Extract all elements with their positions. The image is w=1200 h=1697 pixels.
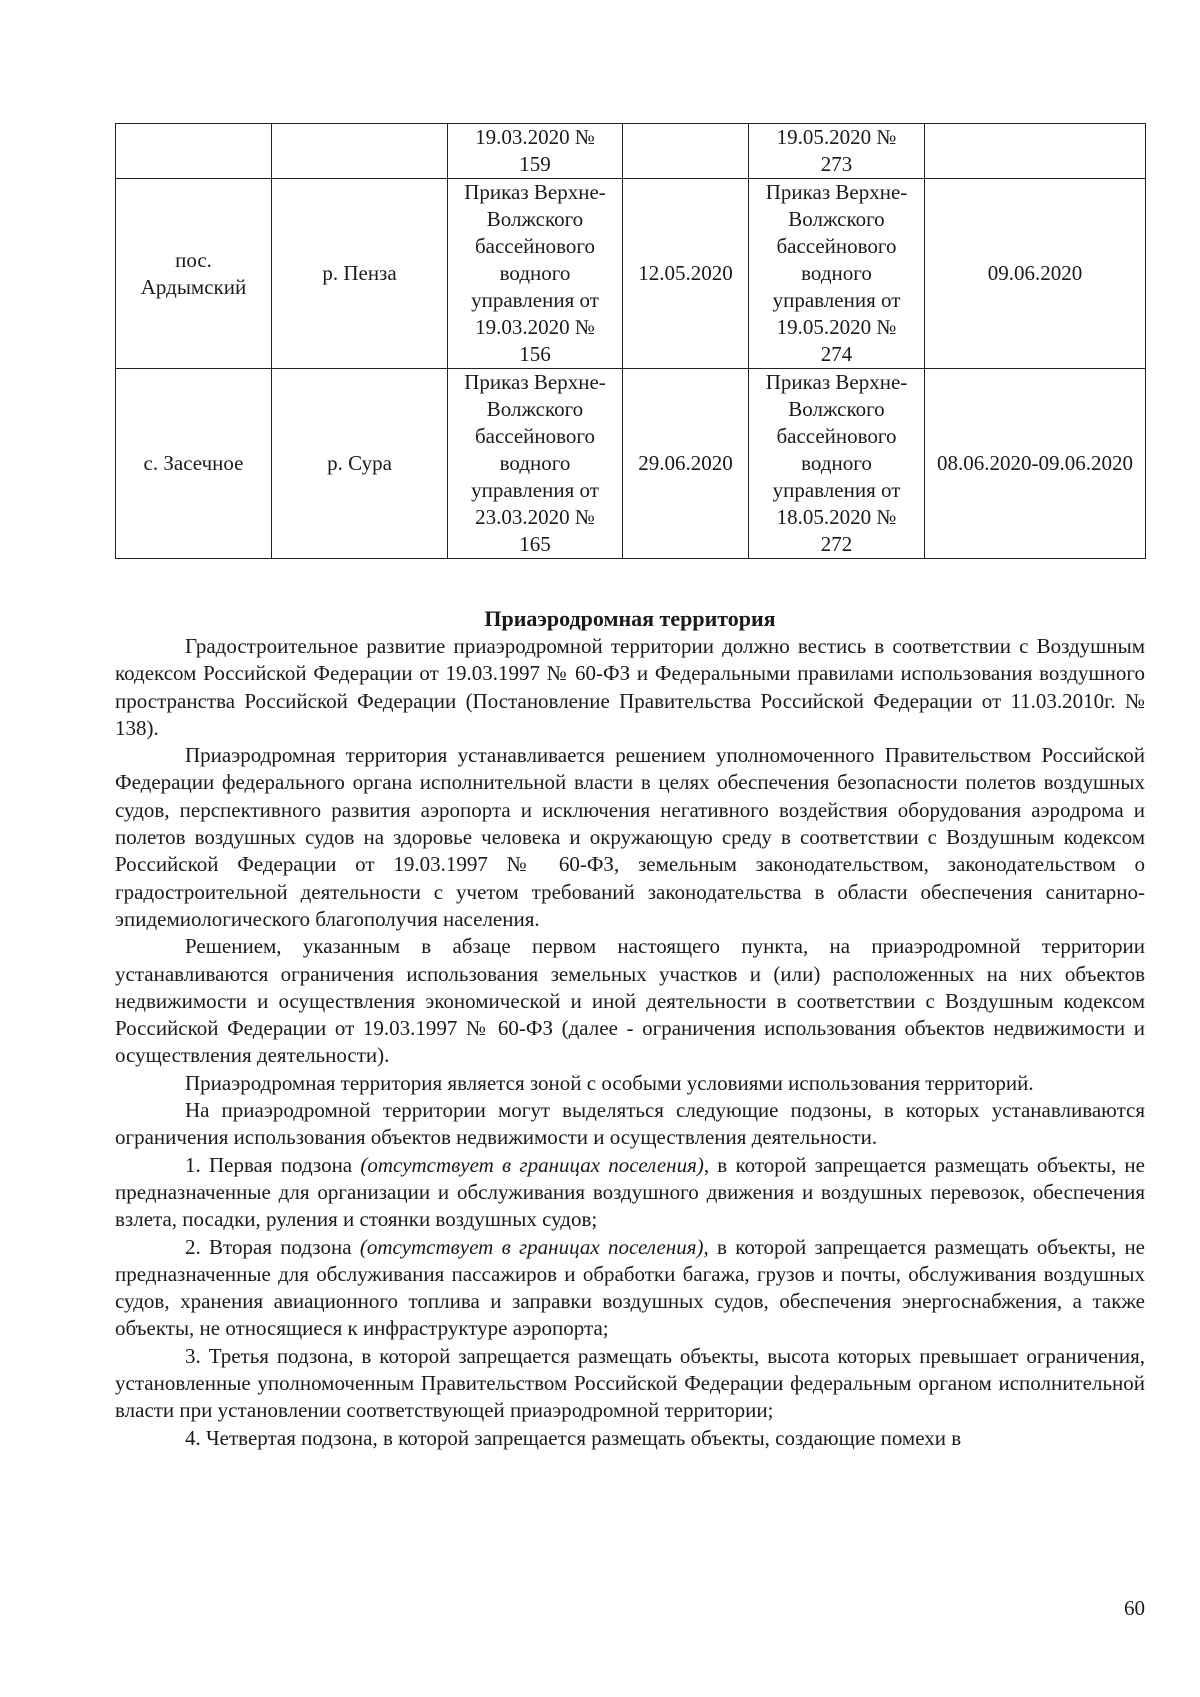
settlement-cell: пос. Ардымский [116, 179, 272, 369]
paragraph: Приаэродромная территория устанавливается решением уполномоченного Правительством Российской Федерации федерального органа исполнительной власти в целях обеспечения безопасности полетов воздушных судов, перспективного развития аэропорта и исключения негативного воздействия оборудования аэродрома и полетов воздушных судов на здоровье человека и окружающую среду в соответствии с Воздушным кодексом Российской Федерации от 19.03.1997 № 60-ФЗ, земельным законодательством, законодательством о градостроительной деятельности с учетом требований законодательства в области обеспечения санитарно-эпидемиологического благополучия населения. [115, 743, 1145, 931]
settlement-cell [116, 124, 272, 179]
date-cell: 08.06.2020-09.06.2020 [925, 369, 1146, 559]
date-cell: 29.06.2020 [623, 369, 749, 559]
order-cell: 19.05.2020 № 273 [749, 124, 925, 179]
order-cell: 19.03.2020 № 159 [448, 124, 623, 179]
subzone-item: 4. Четвертая подзона, в которой запрещается размещать объекты, создающие помехи в [185, 1425, 962, 1450]
date-cell [925, 124, 1146, 179]
paragraph: Градостроительное развитие приаэродромной территории должно вестись в соответствии с Воздушным кодексом Российской Федерации от 19.03.1997 № 60-ФЗ и Федеральными правилами использования воздушного пространства Российской Федерации (Постановление Правительства Российской Федерации от 11.03.2010г. № 138). [115, 634, 1145, 740]
paragraph: Решением, указанным в абзаце первом настоящего пункта, на приаэродромной территории устанавливаются ограничения использования земельных участков и (или) расположенных на них объектов недвижимости и осуществления экономической и иной деятельности в соответствии с Воздушным кодексом Российской Федерации от 19.03.1997 № 60-ФЗ (далее - ограничения использования объектов недвижимости и осуществления деятельности). [115, 934, 1145, 1068]
order-cell: Приказ Верхне- Волжского бассейнового водного управления от 19.05.2020 № 274 [749, 179, 925, 369]
date-cell [623, 124, 749, 179]
body-text [115, 633, 1145, 1452]
water-protection-table [115, 123, 1146, 559]
order-cell: Приказ Верхне- Волжского бассейнового водного управления от 19.03.2020 № 156 [448, 179, 623, 369]
river-cell: р. Сура [272, 369, 448, 559]
subzone-item: 2. Вторая подзона (отсутствует в границах поселения), в которой запрещается размещать объекты, не предназначенные для обслуживания пассажиров и обработки багажа, грузов и почты, обслуживания воздушных судов, хранения авиационного топлива и заправки воздушных судов, обеспечения энергоснабжения, а также объекты, не относящиеся к инфраструктуре аэропорта; [115, 1234, 1146, 1341]
section-title: Приаэродромная территория [484, 606, 776, 631]
date-cell: 12.05.2020 [623, 179, 749, 369]
order-cell: Приказ Верхне- Волжского бассейнового водного управления от 18.05.2020 № 272 [749, 369, 925, 559]
subzone-item: 3. Третья подзона, в которой запрещается размещать объекты, высота которых превышает ограничения, установленные уполномоченным Правительством Российской Федерации федеральным органом исполнительной власти при установлении соответствующей приаэродромной территории; [115, 1343, 1145, 1423]
table-row [116, 179, 1146, 369]
river-cell: р. Пенза [272, 179, 448, 369]
paragraph: На приаэродромной территории могут выделяться следующие подзоны, в которых устанавливаются ограничения использования объектов недвижимости и осуществления деятельности. [115, 1098, 1145, 1150]
table-row [116, 124, 1146, 179]
settlement-cell: с. Засечное [116, 369, 272, 559]
date-cell: 09.06.2020 [925, 179, 1146, 369]
subzone-item: 1. Первая подзона (отсутствует в границах поселения), в которой запрещается размещать объекты, не предназначенные для организации и обслуживания воздушного движения и воздушных перевозок, обеспечения взлета, посадки, руления и стоянки воздушных судов; [115, 1152, 1145, 1232]
order-cell: Приказ Верхне- Волжского бассейнового водного управления от 23.03.2020 № 165 [448, 369, 623, 559]
page-number: 60 [1124, 1596, 1145, 1620]
table-row [116, 369, 1146, 559]
river-cell [272, 124, 448, 179]
paragraph: Приаэродромная территория является зоной с особыми условиями использования территорий. [185, 1070, 1034, 1095]
